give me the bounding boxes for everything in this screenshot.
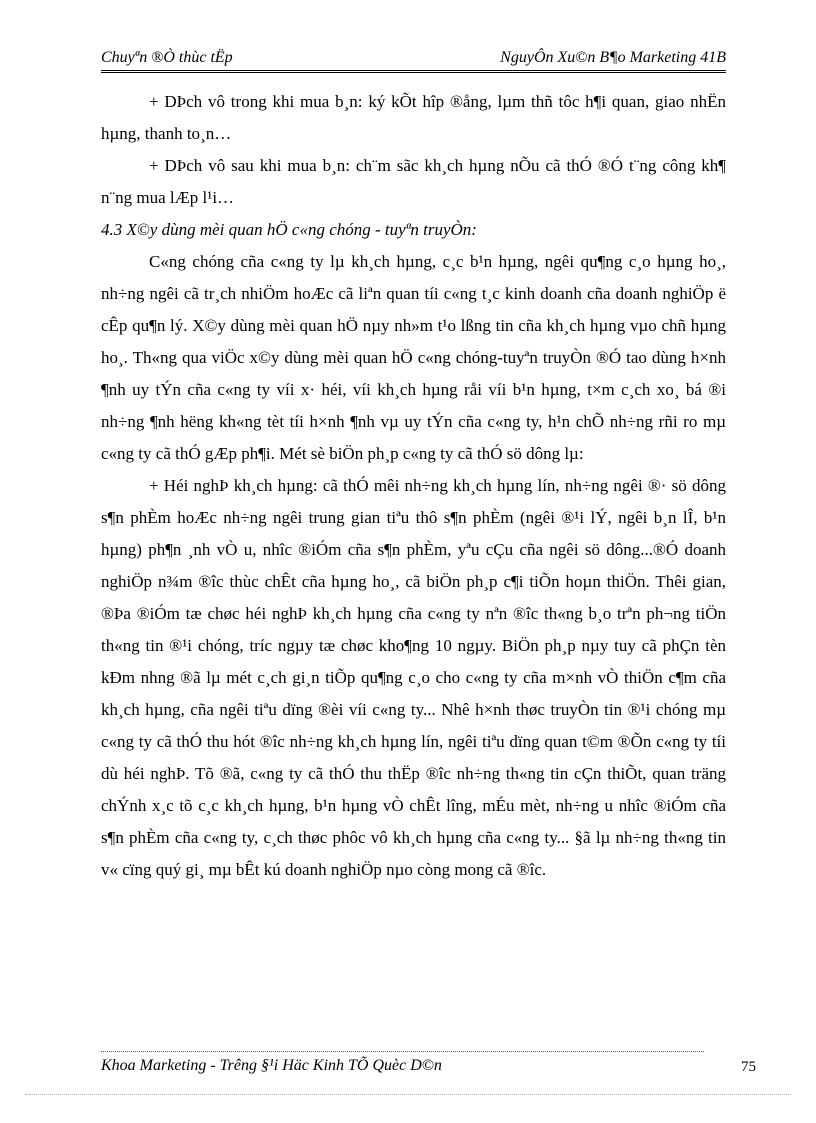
page-footer (101, 1049, 756, 1083)
header-title: Chuyªn ®Ò thùc tËp (101, 49, 233, 66)
header-author: NguyÔn Xu©n B¶o Marketing 41B (500, 49, 726, 66)
page-bottom-rule (25, 1094, 791, 1095)
page-header (101, 48, 726, 71)
paragraph: + DÞch vô trong khi mua b¸n: ký kÕt hîp ®ång, lµm thñ tôc h¶i quan, giao nhËn hµng, thanh to¸n… (101, 92, 726, 143)
section-heading: 4.3 X©y dùng mèi quan hÖ c«ng chóng - tuyªn truyÒn: (101, 220, 477, 239)
paragraph: + Héi nghÞ kh¸ch hµng: cã thÓ mêi nh÷ng kh¸ch hµng lín, nh÷ng ngêi ®· sö dông s¶n phÈm hoÆc nh÷ng ngêi trung gian tiªu thô s¶n phÈm (ngêi ®¹i lÝ, ngêi b¸n lÎ, b¹n hµng) ph¶n ¸nh vÒ u, nhîc ®iÓm cña s¶n phÈm, yªu cÇu cña ngêi sö dông...®Ó doanh nghiÖp n¾m ®îc thùc chÊt cña hµng ho¸, cã biÖn ph¸p c¶i tiÕn hoµn thiÖn. Thêi gian, ®Þa ®iÓm tæ chøc héi nghÞ kh¸ch hµng cña c«ng ty nªn ®îc th«ng b¸o trªn ph¬ng tiÖn th«ng tin ®¹i chóng, tríc ngµy tæ chøc kho¶ng 10 ngµy. BiÖn ph¸p nµy tuy cã phÇn tèn kÐm nhng ®ã lµ mét c¸ch gi¸n tiÕp qu¶ng c¸o cho c«ng ty cña m×nh vÒ thiÖn c¶m cña kh¸ch hµng, cña ngêi tiªu dïng ®èi víi c«ng ty... Nhê h×nh thøc truyÒn tin ®¹i chóng mµ c«ng ty cã thÓ thu hót ®îc nh÷ng kh¸ch hµng lín, ngêi tiªu dïng quan t©m ®Õn c«ng ty tíi dù héi nghÞ. Tõ ®ã, c«ng ty cã thÓ thu thËp ®îc nh÷ng th«ng tin cÇn thiÕt, quan träng chÝnh x¸c tõ c¸c kh¸ch hµng, b¹n hµng vÒ chÊt lîng, mÉu mèt, nh÷ng u nhîc ®iÓm cña s¶n phÈm cña c«ng ty, c¸ch thøc phôc vô kh¸ch hµng cña c«ng ty... §ã lµ nh÷ng th«ng tin v« cïng quý gi¸ mµ bÊt kú doanh nghiÖp nµo còng mong cã ®îc. (101, 476, 726, 879)
footer-institution: Khoa Marketing - Trêng §¹i Häc Kinh TÕ Quèc D©n (101, 1057, 442, 1074)
header-rule (101, 72, 726, 73)
paragraph: C«ng chóng cña c«ng ty lµ kh¸ch hµng, c¸c b¹n hµng, ngêi qu¶ng c¸o hµng ho¸, nh÷ng ngêi cã tr¸ch nhiÖm hoÆc cã liªn quan tíi c«ng t¸c kinh doanh cña doanh nghiÖp ë cÊp qu¶n lý. X©y dùng mèi quan hÖ nµy nh»m t¹o lßng tin cña kh¸ch hµng vµo chñ hµng ho¸. Th«ng qua viÖc x©y dùng mèi quan hÖ c«ng chóng-tuyªn truyÒn ®Ó tao dùng h×nh ¶nh uy tÝn cña c«ng ty víi x· héi, víi kh¸ch hµng råi víi b¹n hµng, t×m c¸ch xo¸ bá ®i nh÷ng ¶nh hëng kh«ng tèt tíi h×nh ¶nh vµ uy tÝn cña c«ng ty, h¹n chÕ nh÷ng rñi ro mµ c«ng ty cã thÓ gÆp ph¶i. Mét sè biÖn ph¸p c«ng ty cã thÓ sö dông lµ: (101, 252, 726, 463)
paragraph: + DÞch vô sau khi mua b¸n: ch¨m sãc kh¸ch hµng nÕu cã thÓ ®Ó t¨ng công kh¶ n¨ng mua lÆp l¹i… (101, 156, 726, 207)
document-body (101, 86, 726, 886)
page-number: 75 (741, 1059, 756, 1075)
footer-rule (101, 1051, 704, 1052)
